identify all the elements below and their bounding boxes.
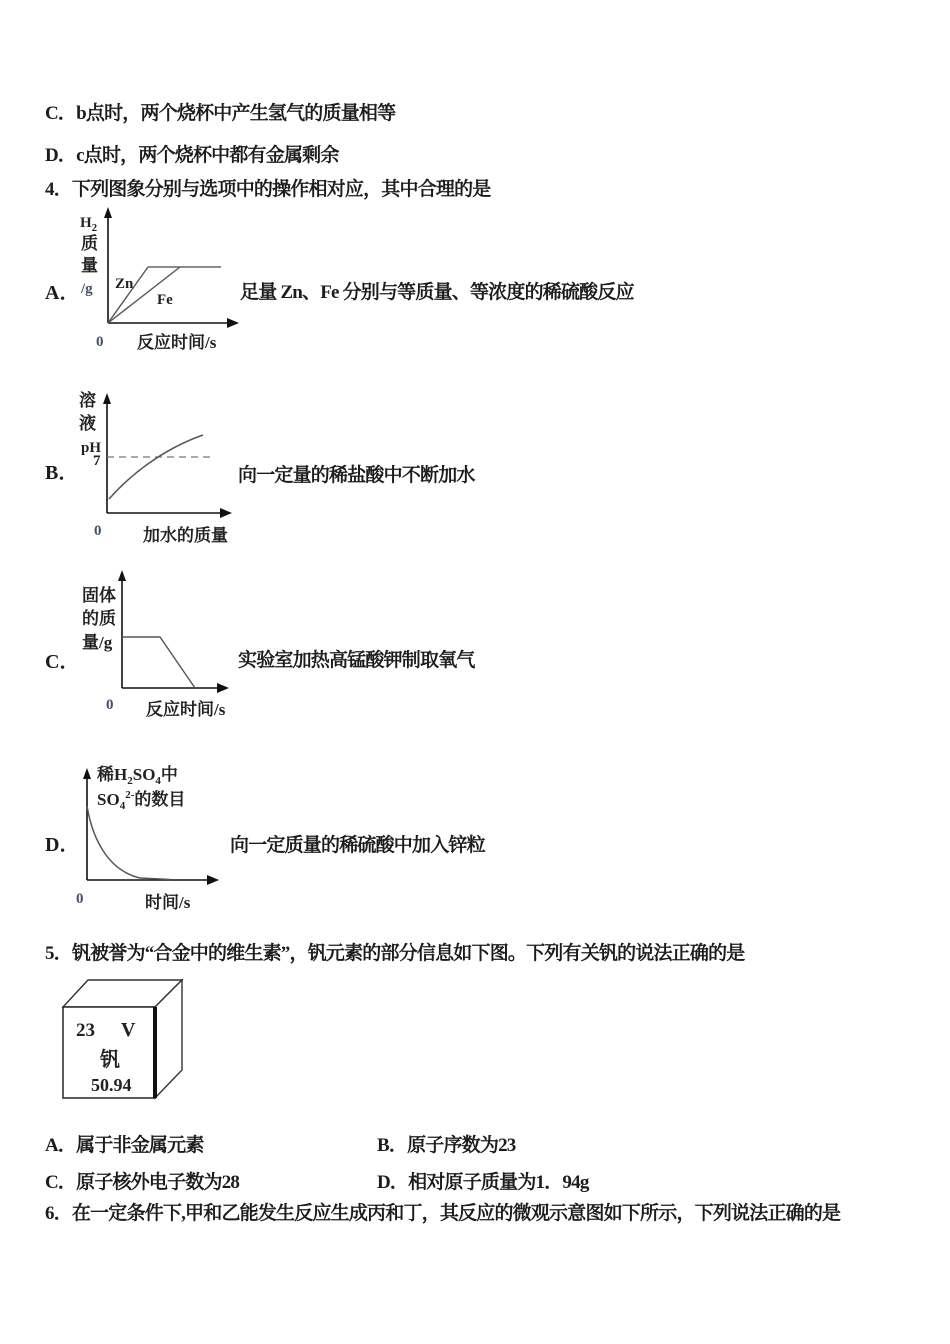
element-symbol: V (121, 1019, 136, 1041)
origin-label: 0 (94, 523, 102, 539)
y-axis-label: 量 (81, 256, 98, 275)
q5-option-c: C．原子核外电子数为28 (45, 1172, 240, 1193)
y-axis-unit: /g (81, 281, 93, 297)
q3-option-c: C．b点时，两个烧杯中产生氢气的质量相等 (45, 103, 396, 124)
atomic-number: 23 (76, 1020, 95, 1041)
solid-mass-curve (122, 637, 195, 688)
y-axis-label: 溶 (79, 391, 96, 410)
q4-graph-a (75, 205, 255, 355)
atomic-mass: 50.94 (91, 1075, 132, 1095)
q5-option-d: D．相对原子质量为1．94g (377, 1172, 589, 1193)
q4-option-d-desc: 向一定质量的稀硫酸中加入锌粒 (230, 835, 485, 856)
y-axis-label-h2: $H_2$ (80, 215, 98, 234)
q4-stem: 4．下列图象分别与选项中的操作相对应，其中合理的是 (45, 179, 491, 200)
x-axis-label: 反应时间/s (137, 333, 217, 352)
y-axis-label: 的质 (82, 609, 116, 628)
x-axis-label: 时间/s (145, 893, 191, 912)
q4-graph-b (75, 385, 255, 550)
y-axis-arrow-icon (104, 207, 112, 218)
y-axis-label: 质 (81, 234, 98, 253)
q4-option-b-desc: 向一定量的稀盐酸中不断加水 (238, 465, 475, 486)
q4-option-a-desc: 足量 Zn、Fe 分别与等质量、等浓度的稀硫酸反应 (240, 282, 634, 303)
fe-curve-label: Fe (157, 292, 173, 308)
element-name: 钒 (100, 1049, 120, 1071)
q6-stem: 6．在一定条件下,甲和乙能发生反应生成丙和丁，其反应的微观示意图如下所示，下列说法正确的是 (45, 1203, 841, 1224)
y-axis-label: 液 (79, 414, 96, 433)
zn-curve-label: Zn (115, 276, 134, 292)
tick-7: 7 (93, 453, 101, 469)
x-axis-label: 反应时间/s (146, 700, 226, 719)
q5-option-a: A．属于非金属元素 (45, 1135, 204, 1156)
q4-option-d-label: D． (45, 834, 80, 856)
y-axis-arrow-icon (118, 570, 126, 581)
y-axis-label: 固体 (82, 586, 116, 605)
origin-label: 0 (106, 697, 114, 713)
ph-curve (109, 435, 203, 499)
y-axis-unit: 量/g (82, 633, 113, 652)
q5-stem: 5．钒被誉为“合金中的维生素”，钒元素的部分信息如下图。下列有关钒的说法正确的是 (45, 943, 745, 964)
y-axis-arrow-icon (103, 393, 111, 404)
q4-option-b-label: B． (45, 462, 79, 484)
origin-label: 0 (76, 891, 84, 907)
x-axis-arrow-icon (220, 508, 232, 518)
y-axis-unit: pH (81, 440, 102, 456)
q4-graph-c (78, 565, 258, 720)
x-axis-arrow-icon (227, 318, 239, 328)
y-axis-label-line2: $SO_4^{2-}$的数目 (97, 789, 186, 812)
q4-option-a-label: A． (45, 282, 80, 304)
y-axis-arrow-icon (83, 768, 91, 779)
q4-option-c-label: C． (45, 651, 80, 673)
q3-option-d: D．c点时，两个烧杯中都有金属剩余 (45, 145, 339, 166)
vanadium-element-cube (55, 978, 205, 1103)
y-axis-label-line1: 稀$H_2SO_4$中 (97, 765, 178, 787)
sulfate-decay-curve (87, 806, 170, 880)
q5-option-b: B．原子序数为23 (377, 1135, 516, 1156)
x-axis-arrow-icon (217, 683, 229, 693)
x-axis-arrow-icon (207, 875, 219, 885)
q4-option-c-desc: 实验室加热高锰酸钾制取氧气 (238, 650, 475, 671)
origin-label: 0 (96, 334, 104, 350)
x-axis-label: 加水的质量 (143, 526, 228, 545)
